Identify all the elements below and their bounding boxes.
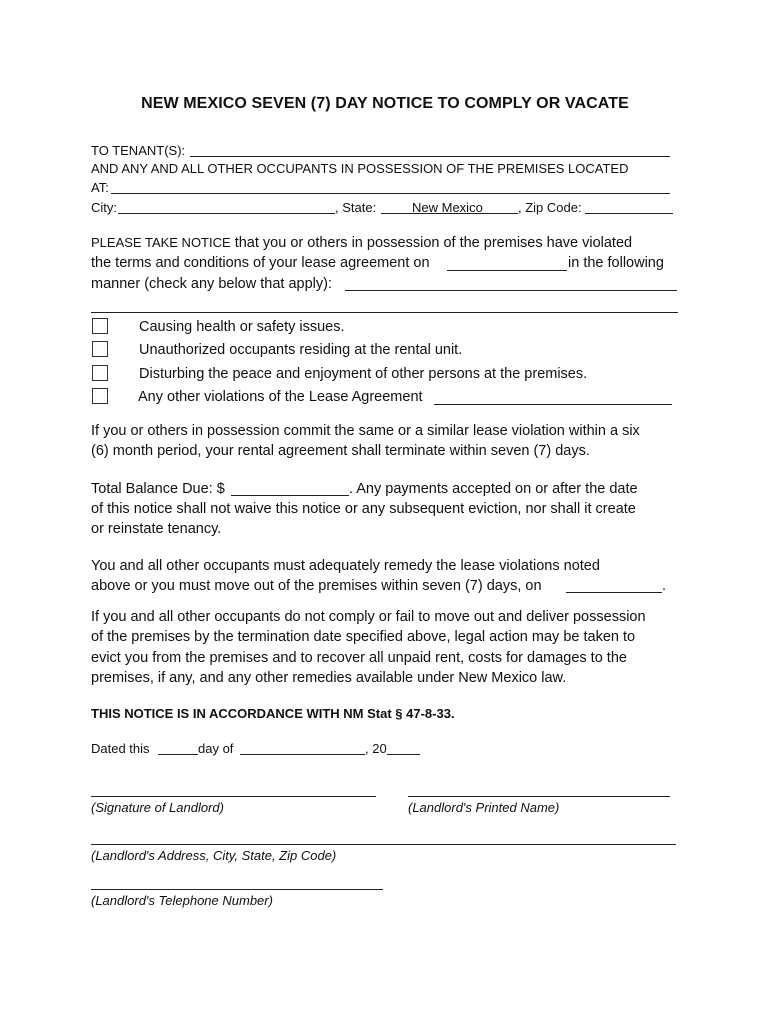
occupants-line: AND ANY AND ALL OTHER OCCUPANTS IN POSSESSION OF THE PREMISES LOCATED <box>91 161 629 176</box>
zip-label: , Zip Code: <box>518 200 582 215</box>
legal-line-2: of the premises by the termination date specified above, legal action may be taken to <box>91 629 636 645</box>
state-label: , State: <box>335 200 377 215</box>
notice-line-1 <box>91 235 632 251</box>
legal-line-3: evict you from the premises and to recover all unpaid rent, costs for damages to the <box>91 650 627 666</box>
landlord-printed-name-line[interactable] <box>408 796 670 797</box>
dated-year-field[interactable] <box>387 754 420 755</box>
at-label: AT: <box>91 180 109 195</box>
violation-item: Unauthorized occupants residing at the rental unit. <box>139 342 463 358</box>
remedy-line-2-end: . <box>662 578 667 594</box>
violation-item: Any other violations of the Lease Agreement <box>138 389 423 405</box>
dated-year-prefix: , 20 <box>365 741 387 756</box>
zip-code-field[interactable] <box>585 213 673 214</box>
premises-address-field[interactable] <box>111 193 670 194</box>
notice-line-2b: in the following <box>568 255 664 271</box>
statute-notice: THIS NOTICE IS IN ACCORDANCE WITH NM Stat § 47-8-33. <box>91 706 455 721</box>
notice-line-1-text: that you or others in possession of the premises have violated <box>230 235 633 251</box>
landlord-address-line[interactable] <box>91 844 676 845</box>
landlord-phone-line[interactable] <box>91 889 383 890</box>
violation-date-field[interactable] <box>447 270 567 271</box>
legal-line-1: If you and all other occupants do not comply or fail to move out and deliver possession <box>91 609 646 625</box>
checkbox-health-safety[interactable] <box>92 318 108 334</box>
move-out-date-field[interactable] <box>566 592 662 593</box>
city-label: City: <box>91 200 117 215</box>
tenant-name-field[interactable] <box>190 156 670 157</box>
city-field[interactable] <box>118 213 335 214</box>
balance-line-3: or reinstate tenancy. <box>91 521 222 537</box>
landlord-address-caption: (Landlord's Address, City, State, Zip Code) <box>91 848 337 863</box>
notice-line-2a: the terms and conditions of your lease agreement on <box>91 255 430 271</box>
landlord-signature-caption: (Signature of Landlord) <box>91 800 224 815</box>
dated-prefix: Dated this <box>91 741 150 756</box>
checkbox-disturbing-peace[interactable] <box>92 365 108 381</box>
manner-field-continued[interactable] <box>91 312 678 313</box>
repeat-violation-line-2: (6) month period, your rental agreement shall terminate within seven (7) days. <box>91 443 590 459</box>
violation-item: Causing health or safety issues. <box>139 319 345 335</box>
dated-day-of: day of <box>198 741 234 756</box>
balance-label: Total Balance Due: $ <box>91 481 225 497</box>
notice-line-3: manner (check any below that apply): <box>91 276 332 292</box>
violation-item: Disturbing the peace and enjoyment of other persons at the premises. <box>139 366 588 382</box>
dated-month-field[interactable] <box>240 754 365 755</box>
legal-line-4: premises, if any, and any other remedies available under New Mexico law. <box>91 670 567 686</box>
balance-line-2: of this notice shall not waive this notice or any subsequent eviction, nor shall it create <box>91 501 636 517</box>
landlord-printed-name-caption: (Landlord's Printed Name) <box>408 800 560 815</box>
balance-amount-field[interactable] <box>231 495 349 496</box>
checkbox-unauthorized-occupants[interactable] <box>92 341 108 357</box>
dated-day-field[interactable] <box>158 754 198 755</box>
repeat-violation-line-1: If you or others in possession commit the same or a similar lease violation within a six <box>91 423 640 439</box>
remedy-line-2: above or you must move out of the premises within seven (7) days, on <box>91 578 542 594</box>
checkbox-other-violations[interactable] <box>92 388 108 404</box>
landlord-phone-caption: (Landlord's Telephone Number) <box>91 893 273 908</box>
manner-field[interactable] <box>345 290 677 291</box>
other-violations-field[interactable] <box>434 404 672 405</box>
remedy-line-1: You and all other occupants must adequately remedy the lease violations noted <box>91 558 600 574</box>
notice-lead: PLEASE TAKE NOTICE <box>91 235 231 250</box>
tenant-label: TO TENANT(S): <box>91 143 186 158</box>
balance-line-1-rest: . Any payments accepted on or after the date <box>349 481 638 497</box>
state-value: New Mexico <box>412 200 483 215</box>
landlord-signature-line[interactable] <box>91 796 376 797</box>
document-title: NEW MEXICO SEVEN (7) DAY NOTICE TO COMPLY OR VACATE <box>141 95 629 112</box>
